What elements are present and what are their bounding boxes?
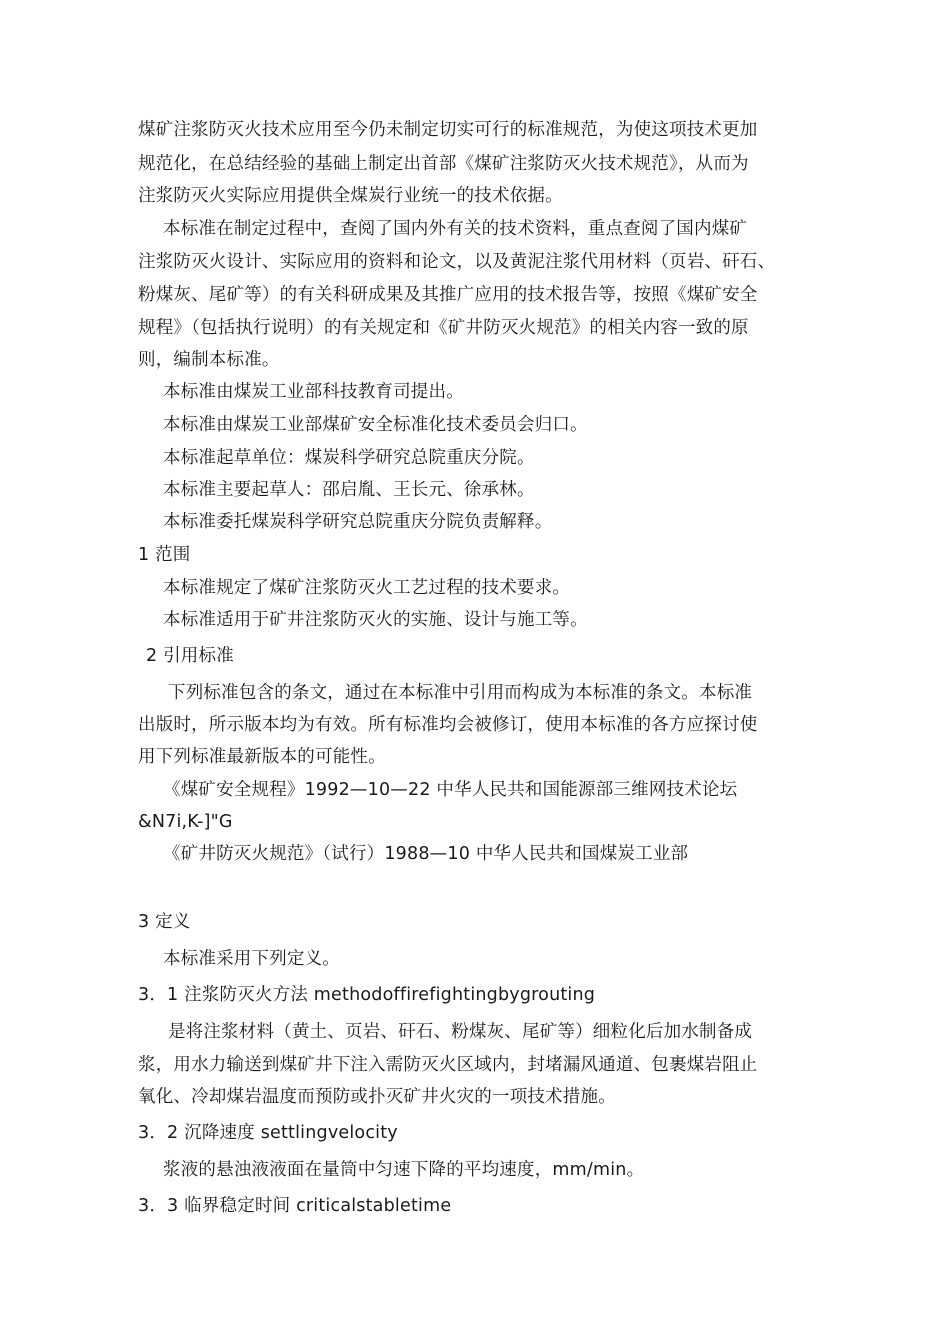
intro-line-3: 注浆防灭火实际应用提供全煤炭行业统一的技术依据。 [138,186,563,206]
para2-line-5: 则，编制本标准。 [138,350,280,370]
definition-3-1-heading: 3．1 注浆防灭火方法 methodoffirefightingbygrouting [138,985,596,1005]
section-1-line-1: 本标准规定了煤矿注浆防灭火工艺过程的技术要求。 [163,578,571,598]
section-2-line-3: 用下列标准最新版本的可能性。 [138,747,386,767]
reference-2: 《矿井防灭火规范》（试行）1988—10 中华人民共和国煤炭工业部 [163,844,689,864]
intro-line-1: 煤矿注浆防灭火技术应用至今仍未制定切实可行的标准规范，为使这项技术更加 [138,120,758,140]
credit-line-2: 本标准由煤炭工业部煤矿安全标准化技术委员会归口。 [163,415,588,435]
definition-3-1-line-2: 浆，用水力输送到煤矿井下注入需防灭火区域内，封堵漏风通道、包裹煤岩阻止 [138,1055,758,1075]
definition-3-1-line-3: 氧化、冷却煤岩温度而预防或扑灭矿井火灾的一项技术措施。 [138,1087,616,1107]
section-2-line-2: 出版时，所示版本均为有效。所有标准均会被修订，使用本标准的各方应探讨使 [138,715,758,735]
section-1-line-2: 本标准适用于矿井注浆防灭火的实施、设计与施工等。 [163,610,588,630]
credit-line-4: 本标准主要起草人：邵启胤、王长元、徐承林。 [163,480,535,500]
definition-3-2-line: 浆液的悬浊液液面在量筒中匀速下降的平均速度，mm/min。 [163,1160,645,1180]
para2-line-2: 注浆防灭火设计、实际应用的资料和论文，以及黄泥注浆代用材料（页岩、矸石、 [138,252,776,272]
definition-3-3-heading: 3．3 临界稳定时间 criticalstabletime [138,1196,452,1216]
credit-line-5: 本标准委托煤炭科学研究总院重庆分院负责解释。 [163,512,553,532]
reference-1: 《煤矿安全规程》1992—10—22 中华人民共和国能源部三维网技术论坛 [163,780,738,800]
para2-line-1: 本标准在制定过程中，查阅了国内外有关的技术资料，重点查阅了国内煤矿 [163,219,748,239]
definition-3-1-line-1: 是将注浆材料（黄土、页岩、矸石、粉煤灰、尾矿等）细粒化后加水制备成 [168,1022,753,1042]
section-3-intro: 本标准采用下列定义。 [163,949,340,969]
reference-1-tail: &N7i,K-]"G [138,812,233,832]
para2-line-4: 规程》（包括执行说明）的有关规定和《矿井防灭火规范》的相关内容一致的原 [138,318,749,338]
intro-line-2: 规范化，在总结经验的基础上制定出首部《煤矿注浆防灭火技术规范》，从而为 [138,154,749,174]
credit-line-1: 本标准由煤炭工业部科技教育司提出。 [163,382,464,402]
section-2-line-1: 下列标准包含的条文，通过在本标准中引用而构成为本标准的条文。本标准 [168,683,753,703]
section-1-heading: 1 范围 [138,545,191,565]
section-3-heading: 3 定义 [138,912,191,932]
credit-line-3: 本标准起草单位：煤炭科学研究总院重庆分院。 [163,448,535,468]
section-2-heading: 2 引用标准 [146,646,234,666]
definition-3-2-heading: 3．2 沉降速度 settlingvelocity [138,1123,398,1143]
para2-line-3: 粉煤灰、尾矿等）的有关科研成果及其推广应用的技术报告等，按照《煤矿安全 [138,285,758,305]
